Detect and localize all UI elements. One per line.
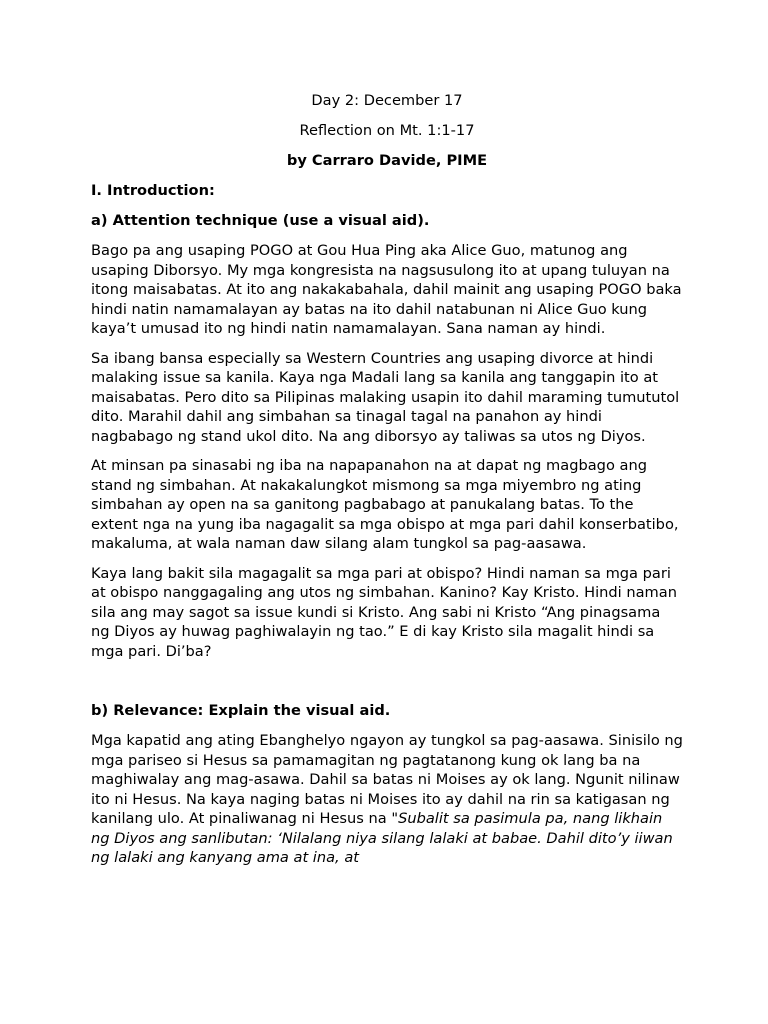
paragraph-pari-at-obispo: Kaya lang bakit sila magagalit sa mga pari at obispo? Hindi naman sa mga pari at obispo nanggagaling ang utos ng simbahan. Kanino? Kay Kristo. Hindi naman sila ang may sagot sa issue kundi si Kristo. Ang sabi ni Kristo “Ang pinagsama ng Diyos ay huwag paghiwalayin ng tao.” E di kay Kristo sila magalit hindi sa mga pari. Di’ba? xyxy=(91,564,677,660)
attention-technique-heading: a) Attention technique (use a visual aid). xyxy=(91,212,430,229)
paragraph-ebanghelyo xyxy=(91,731,683,868)
document-body xyxy=(91,91,683,878)
paragraph-stand-ng-simbahan: At minsan pa sinasabi ng iba na napapanahon na at dapat ng magbago ang stand ng simbahan. At nakakalungkot mismong sa mga miyembro ng ating simbahan ay open na sa ganitong pagbabago at panukalang batas. To the extent nga na yung iba nagagalit sa mga obispo at mga pari dahil konserbatibo, makaluma, at wala naman daw silang alam tungkol sa pag-aasawa. xyxy=(91,457,679,552)
blank-line xyxy=(91,671,683,701)
relevance-heading: b) Relevance: Explain the visual aid. xyxy=(91,702,391,719)
reflection-reference: Reflection on Mt. 1:1-17 xyxy=(299,122,475,139)
paragraph-western-countries: Sa ibang bansa especially sa Western Countries ang usaping divorce at hindi malaking issue sa kanila. Kaya nga Madali lang sa kanila ang tanggapin ito at maisabatas. Pero dito sa Pilipinas malaking usapin ito dahil maraming tumututol dito. Marahil dahil ang simbahan sa tinagal tagal na panahon ay hindi nagbabago ng stand ukol dito. Na ang diborsyo ay taliwas sa utos ng Diyos. xyxy=(91,349,680,445)
relevance-text: Mga kapatid ang ating Ebanghelyo ngayon ay tungkol sa pag-aasawa. Sinisilo ng mga pariseo si Hesus sa pamamagitan ng pagtatanong kung ok lang ba na maghiwalay ang mag-asawa. Dahil sa batas ni Moises ay ok lang. Ngunit nilinaw ito ni Hesus. Na kaya naging batas ni Moises ito ay dahil na rin sa katigasan ng kanilang ulo. At pinaliwanag ni Hesus na " xyxy=(91,732,683,827)
introduction-heading: I. Introduction: xyxy=(91,182,215,199)
day-heading: Day 2: December 17 xyxy=(311,92,463,109)
author-line: by Carraro Davide, PIME xyxy=(286,152,488,169)
paragraph-pogo-diborsyo: Bago pa ang usaping POGO at Gou Hua Ping aka Alice Guo, matunog ang usaping Diborsyo. My mga kongresista na nagsusulong ito at upang tuluyan na itong maisabatas. At ito ang nakakabahala, dahil mainit ang usaping POGO baka hindi natin namamalayan ay batas na ito dahil natabunan ni Alice Guo kung kaya’t umusad ito ng hindi natin namamalayan. Sana naman ay hindi. xyxy=(91,242,682,337)
gospel-quote: Subalit sa pasimula pa, nang likhain ng Diyos ang sanlibutan: ‘Nilalang niya silang lalaki at babae. Dahil dito’y iiwan ng lalaki ang kanyang ama at ina, at xyxy=(91,810,673,866)
